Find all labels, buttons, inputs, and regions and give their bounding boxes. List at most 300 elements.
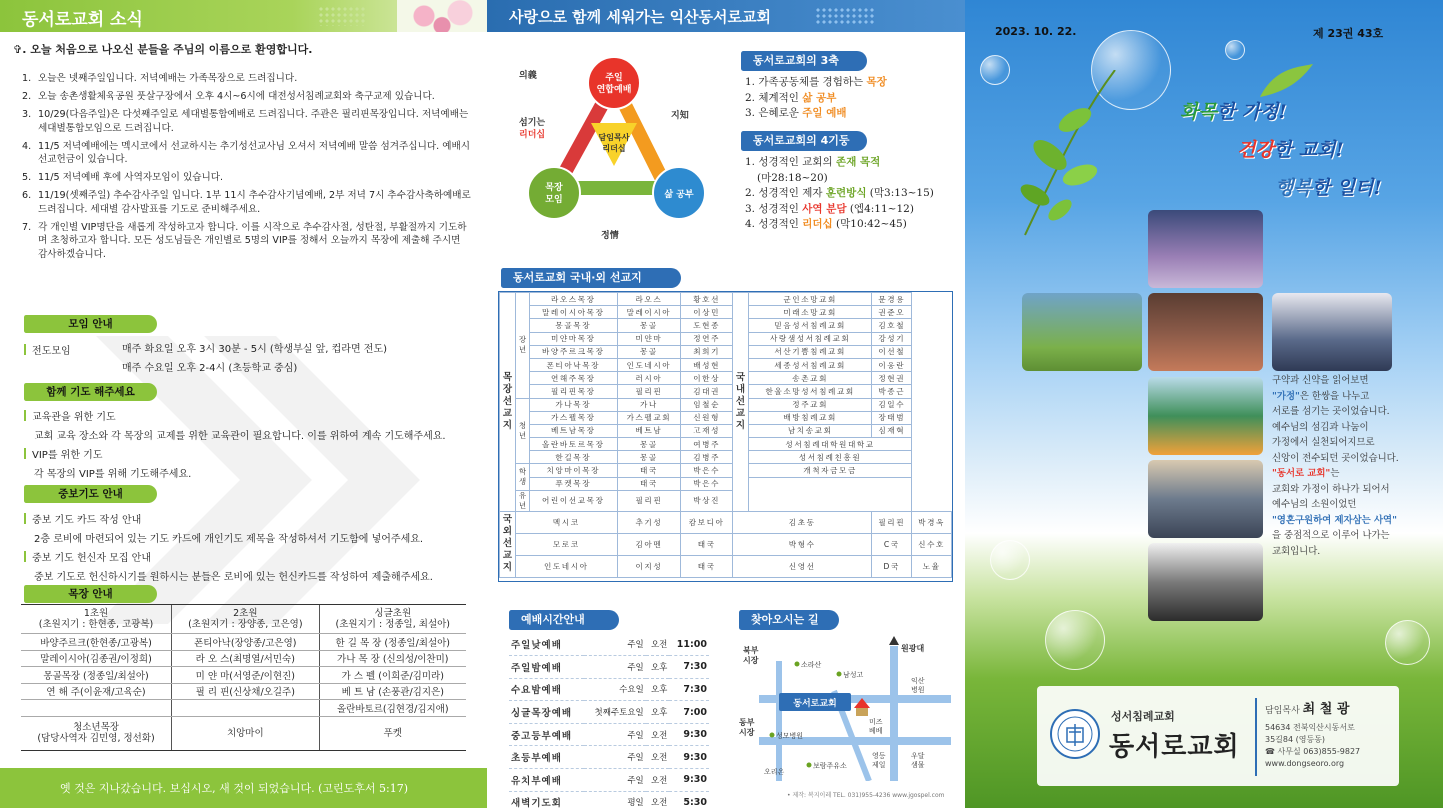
table-cell: 군인소망교회 — [749, 293, 872, 306]
table-row — [21, 650, 466, 667]
svg-text:시장: 시장 — [739, 728, 755, 737]
table-cell — [749, 477, 912, 511]
vision-header-title: 사랑으로 함께 세워가는 익산동서로교회 — [509, 8, 771, 26]
table-cell: 태국 — [681, 533, 733, 555]
table-cell: 박형수 — [733, 533, 872, 555]
vision-text: 교회입니다. — [1272, 545, 1321, 557]
table-row — [500, 533, 952, 555]
table-cell: 라오스목장 — [530, 293, 618, 306]
table-cell: 태국 — [617, 477, 681, 490]
announcement-item — [22, 140, 472, 167]
cat-char: 년 — [518, 500, 527, 510]
announcement-text: 11/5 저녁예배에는 멕시코에서 선교하시는 추기성선교사님 오셔서 저녁예배 말씀 섬겨주십니다. 예배시 선교헌금이 있습니다. — [38, 140, 471, 165]
table-cell: 몽골 — [617, 451, 681, 464]
vision-statement — [1272, 373, 1442, 559]
vision-line — [1272, 373, 1442, 389]
cat-char: 년 — [518, 345, 527, 355]
table-cell: 한울소망성서침례교회 — [749, 385, 872, 398]
item-highlight: 존재 목적 — [836, 156, 881, 168]
vision-text: 는 — [1330, 468, 1340, 479]
service-times-table — [509, 633, 709, 808]
table-row — [509, 769, 709, 792]
mokjang-header-cell — [319, 605, 466, 634]
vision-text: "영혼구원하여 제자삼는 사역" — [1272, 514, 1397, 526]
verse-text: 옛 것은 지나갔습니다. 보십시오, 새 것이 되었습니다. (고린도후서 5:17) — [60, 782, 409, 795]
issue-volume: 제 23권 43호 — [1313, 27, 1384, 40]
denomination: 성서침례교회 — [1111, 710, 1175, 723]
bubble-decoration — [1045, 610, 1105, 670]
photo-outdoor-group — [1022, 293, 1142, 371]
table-cell: 박경옥 — [912, 511, 952, 533]
item-text: 3. 성경적인 — [745, 202, 803, 215]
service-name: 주일밤예배 — [509, 656, 584, 679]
table-cell: 인도네시아 — [617, 358, 681, 371]
cell-line: 치앙마이 — [226, 727, 264, 739]
cat-char: 국 — [735, 371, 746, 383]
label-emotion: 정情 — [601, 231, 619, 241]
cell-line: (초원지기 : 한현종, 고광복) — [38, 619, 154, 630]
vision-text: 을 중점적으로 이루어 나가는 — [1272, 530, 1390, 541]
worship-label-2: 연합예배 — [596, 85, 632, 95]
item-text: 2. 체계적인 — [745, 91, 803, 104]
svg-text:시장: 시장 — [743, 656, 759, 665]
lifestudy-label: 삶 공부 — [664, 190, 694, 200]
mission-subcategory — [516, 464, 530, 490]
meeting-pill: 모임 안내 — [24, 315, 157, 333]
vision-line — [1272, 420, 1442, 436]
mokjang-label-1: 목장 — [545, 183, 563, 193]
table-cell: 배성현 — [681, 358, 733, 371]
list-item — [745, 75, 887, 91]
table-cell: 김병주 — [681, 451, 733, 464]
church-vision-panel — [487, 0, 965, 808]
korea-category — [733, 293, 749, 512]
table-cell: 신수호 — [912, 533, 952, 555]
table-row — [500, 358, 952, 371]
photo-meeting — [1148, 460, 1263, 538]
table-cell: 미얀마 — [617, 332, 681, 345]
mission-subcategory — [516, 293, 530, 399]
mokjang-label-2: 모임 — [545, 195, 563, 205]
table-row — [500, 372, 952, 385]
mokjang-tail-row — [21, 716, 466, 750]
cat-char: 장 — [502, 383, 513, 395]
table-cell: 박종근 — [872, 385, 912, 398]
vision-text: 가정에서 실천되어지므로 — [1272, 437, 1375, 448]
service-time: 7:30 — [669, 678, 709, 701]
news-header — [0, 0, 487, 32]
church-news-panel — [0, 0, 487, 808]
svg-text:샘물: 샘물 — [911, 761, 925, 769]
table-cell: 김대권 — [681, 385, 733, 398]
table-cell: 이한상 — [681, 372, 733, 385]
table-cell: 라오스 — [617, 293, 681, 306]
photo-preaching — [1148, 293, 1263, 371]
table-row — [21, 700, 466, 717]
flower-image — [397, 0, 487, 32]
item-text: (마28:18~20) — [757, 171, 828, 184]
table-cell: 정연주 — [681, 332, 733, 345]
svg-text:동부: 동부 — [739, 718, 755, 727]
prayer-pill: 함께 기도 해주세요 — [24, 383, 157, 401]
table-cell: 태국 — [681, 555, 733, 577]
table-cell: 김초동 — [733, 511, 872, 533]
table-cell: 미래소망교회 — [749, 306, 872, 319]
table-cell: 베트남 — [617, 424, 681, 437]
table-cell: 필리핀 — [617, 490, 681, 511]
table-cell: 미 얀 마(서영준/이현진) — [172, 667, 320, 684]
mission-category — [500, 293, 516, 512]
table-cell: 인도네시아 — [516, 555, 618, 577]
cell-line: 푸켓 — [383, 727, 402, 739]
item-highlight: 훈련방식 — [825, 187, 867, 199]
service-name: 초등부예배 — [509, 746, 584, 769]
item-ref: (막3:13~15) — [866, 187, 934, 199]
website-link[interactable]: www.dongseoro.org — [1265, 759, 1345, 768]
vision-text: "가정" — [1272, 390, 1300, 402]
table-cell: 이상민 — [681, 306, 733, 319]
table-cell: 필리핀 — [617, 385, 681, 398]
item-highlight: 사역 분담 — [802, 202, 847, 215]
table-cell: 최희기 — [681, 345, 733, 358]
cell-line: 싱글초원 — [374, 608, 412, 619]
svg-text:익산: 익산 — [911, 677, 925, 685]
table-row — [509, 678, 709, 701]
table-cell: 심재혁 — [872, 424, 912, 437]
table-row — [500, 293, 952, 306]
photo-fellowship — [1148, 543, 1263, 621]
table-cell: 말레이시아(김종권/이정희) — [21, 650, 172, 667]
service-name: 새벽기도회 — [509, 791, 584, 808]
table-cell: 정현권 — [872, 372, 912, 385]
table-row — [21, 634, 466, 651]
table-row — [509, 656, 709, 679]
table-cell: 고재성 — [681, 424, 733, 437]
table-cell: 배방침례교회 — [749, 411, 872, 424]
table-row — [500, 306, 952, 319]
table-row — [500, 464, 952, 477]
table-cell: 임철순 — [681, 398, 733, 411]
news-header-title: 동서로교회 소식 — [22, 10, 143, 30]
mission-subcategory — [516, 398, 530, 464]
mokjang-tail-cell — [21, 716, 172, 750]
table-row — [500, 511, 952, 533]
table-cell: 가 스 펠 (이희준/김미라) — [319, 667, 466, 684]
vision-line — [1272, 389, 1442, 405]
cat-char: 생 — [518, 477, 527, 487]
announcement-item — [22, 171, 472, 185]
print-credit: • 제작: 복지이레 TEL. 031)955-4236 www.jgospel.com — [787, 792, 945, 799]
svg-text:미즈: 미즈 — [869, 718, 883, 726]
intercession-text-1: 2층 로비에 마련되어 있는 기도 카드에 개인기도 제목을 작성하셔서 기도함에 넣어주세요. — [34, 534, 424, 545]
table-cell: 멕시코 — [516, 511, 618, 533]
mokjang-header-cell — [21, 605, 172, 634]
map-poi-icon — [807, 763, 812, 768]
table-cell: 송촌교회 — [749, 372, 872, 385]
announcement-number: 5. — [22, 172, 32, 183]
table-cell: D국 — [872, 555, 912, 577]
cat-char: 내 — [735, 383, 746, 395]
service-day: 주일 — [584, 723, 646, 746]
label-righteousness: 의義 — [519, 71, 537, 81]
table-cell: 권준오 — [872, 306, 912, 319]
table-cell: 성서침례친흥원 — [749, 451, 912, 464]
cell-line: 청소년목장 — [73, 722, 119, 733]
table-cell: 서산기쁨침례교회 — [749, 345, 872, 358]
service-day: 주일 — [584, 746, 646, 769]
service-period: 오후 — [646, 656, 670, 679]
photo-camp-group — [1148, 377, 1263, 455]
list-item — [745, 91, 887, 107]
table-cell: 베트남목장 — [530, 424, 618, 437]
table-cell: 이지성 — [617, 555, 681, 577]
leaf-icon — [1255, 62, 1315, 102]
table-cell: 한 길 목 장 (정종일/최설아) — [319, 634, 466, 651]
table-cell: 치앙마이목장 — [530, 464, 618, 477]
table-cell: 모로코 — [516, 533, 618, 555]
table-cell: C국 — [872, 533, 912, 555]
table-cell: 박은수 — [681, 464, 733, 477]
service-day: 첫째주토요일 — [584, 701, 646, 724]
vision-text: 예수님의 소원이었던 — [1272, 499, 1357, 510]
list-item — [745, 217, 934, 233]
service-name: 수요밤예배 — [509, 678, 584, 701]
service-period: 오전 — [646, 791, 670, 808]
item-text: 4. 성경적인 — [745, 218, 803, 230]
table-cell: 정주교회 — [749, 398, 872, 411]
decorative-dots — [815, 7, 875, 25]
table-cell: 노율 — [912, 555, 952, 577]
table-cell: 라 오 스(최명열/서민숙) — [172, 650, 320, 667]
table-row — [509, 633, 709, 656]
vision-header — [487, 0, 965, 32]
service-time: 7:30 — [669, 656, 709, 679]
item-highlight: 삶 공부 — [802, 91, 837, 104]
svg-text:원광대: 원광대 — [901, 644, 925, 653]
vision-line — [1272, 513, 1442, 529]
table-row — [21, 683, 466, 700]
table-cell: 폰티아낙목장 — [530, 358, 618, 371]
cell-line: 2초원 — [233, 608, 258, 619]
table-cell: 황호선 — [681, 293, 733, 306]
church-name: 동서로교회 — [1109, 732, 1240, 762]
service-time: 9:30 — [669, 723, 709, 746]
vision-line — [1272, 466, 1442, 482]
table-cell: 도현종 — [681, 319, 733, 332]
service-period: 오전 — [646, 769, 670, 792]
vision-text: 구약과 신약을 읽어보면 — [1272, 375, 1369, 386]
pastor-label: 담임목사 최 철 광 — [1265, 702, 1350, 717]
table-cell: 필리핀 — [872, 511, 912, 533]
slogan-line-1: 화목한 가정! — [1180, 101, 1287, 123]
church-seal-icon — [1049, 708, 1101, 760]
vision-text: "동서로 교회" — [1272, 468, 1331, 479]
item-ref: (엡4:11~12) — [846, 202, 914, 215]
table-cell: 박은수 — [681, 477, 733, 490]
table-cell: 장태범 — [872, 411, 912, 424]
svg-text:남성고: 남성고 — [843, 671, 864, 679]
svg-text:영등: 영등 — [872, 752, 886, 760]
table-cell: 가나 목 장 (신의성/이찬미) — [319, 650, 466, 667]
table-row — [500, 451, 952, 464]
service-time: 7:00 — [669, 701, 709, 724]
vision-text: 신앙이 전수되던 곳이었습니다. — [1272, 452, 1399, 464]
announcement-item — [22, 90, 472, 104]
svg-text:보람주유소: 보람주유소 — [813, 762, 847, 770]
label-serving-1: 섬기는 — [519, 118, 546, 128]
table-cell: 개척자금모금 — [749, 464, 912, 477]
announcements-list — [22, 72, 472, 266]
table-cell: 가스펠목장 — [530, 411, 618, 424]
announcement-number: 1. — [22, 73, 32, 84]
table-row — [500, 345, 952, 358]
label-serving-2: 리더십 — [519, 130, 546, 140]
directions-pill: 찾아오시는 길 — [739, 610, 839, 630]
table-row — [500, 332, 952, 345]
table-cell: 바양주르크목장 — [530, 345, 618, 358]
service-period: 오전 — [646, 633, 670, 656]
four-pillars-list — [745, 155, 934, 233]
svg-text:소라산: 소라산 — [801, 661, 822, 669]
svg-text:베베: 베베 — [869, 727, 883, 735]
cat-char: 선 — [502, 538, 513, 550]
item-highlight: 주일 예배 — [802, 107, 847, 119]
table-cell: 한길목장 — [530, 451, 618, 464]
bubble-decoration — [990, 540, 1030, 580]
intercession-heading-1: 중보 기도 카드 작성 안내 — [24, 511, 141, 526]
service-day: 평일 — [584, 791, 646, 808]
svg-text:북부: 북부 — [743, 646, 759, 655]
table-cell: 김호철 — [872, 319, 912, 332]
vision-line — [1272, 528, 1442, 544]
svg-text:제일: 제일 — [872, 761, 886, 769]
announcement-text: 11/5 저녁예배 후에 사역자모임이 있습니다. — [38, 172, 224, 183]
service-day: 수요일 — [584, 678, 646, 701]
prayer-heading-2: VIP를 위한 기도 — [24, 446, 102, 461]
vision-line — [1272, 404, 1442, 420]
worship-label-1: 주일 — [605, 73, 623, 83]
vision-line — [1272, 544, 1442, 560]
table-cell: 몽골 — [617, 319, 681, 332]
church-info-box — [1037, 686, 1399, 786]
welcome-message: ✞. 오늘 처음으로 나오신 분들을 주님의 이름으로 환영합니다. — [13, 43, 313, 56]
announcement-number: 4. — [22, 140, 32, 152]
mokjang-header-cell — [172, 605, 320, 634]
service-period: 오후 — [646, 701, 670, 724]
announcement-item — [22, 189, 472, 216]
photo-youth-group — [1272, 293, 1392, 371]
service-period: 오전 — [646, 723, 670, 746]
photo-worship-stage — [1148, 210, 1263, 288]
cat-char: 유 — [518, 490, 527, 500]
table-cell: 필리핀목장 — [530, 385, 618, 398]
table-cell: 믿음성서침례교회 — [749, 319, 872, 332]
service-times-pill: 예배시간안내 — [509, 610, 619, 630]
service-name: 싱글목장예배 — [509, 701, 584, 724]
table-cell: 사랑샘성서침례교회 — [749, 332, 872, 345]
intercession-heading-2: 중보 기도 헌신자 모집 안내 — [24, 549, 151, 564]
bubble-decoration — [1225, 40, 1245, 60]
slogan-line-3: 행복한 일터! — [1275, 177, 1382, 199]
table-cell: 말레이시아목장 — [530, 306, 618, 319]
cat-char: 장 — [518, 335, 527, 345]
service-name: 주일낮예배 — [509, 633, 584, 656]
table-cell: 몽골 — [617, 345, 681, 358]
vision-text: 은 한쌍을 나누고 — [1299, 390, 1370, 402]
announcement-number: 2. — [22, 91, 32, 102]
pastor-label-1: 담임목사 — [598, 133, 630, 142]
foreign-category — [500, 511, 516, 577]
announcement-text: 10/29(다음주일)은 다섯째주일로 세대별통합예배로 드려집니다. 주관은 필리핀목장입니다. 저녁예배는 세대별통합모임으로 드려집니다. — [38, 109, 469, 134]
cat-char: 선 — [735, 395, 746, 407]
label-knowledge: 지知 — [671, 111, 689, 121]
triangle-diagram — [519, 48, 719, 258]
missions-pill: 동서로교회 국내·외 선교지 — [501, 268, 681, 288]
three-axes-list — [745, 75, 887, 122]
table-cell: 베 트 남 (손풍관/김지은) — [319, 683, 466, 700]
decorative-dots — [318, 6, 366, 26]
mission-subcategory — [516, 490, 530, 511]
map-poi-icon — [770, 733, 775, 738]
slogan-line-2: 건강한 교회! — [1237, 139, 1344, 161]
table-cell: 몽골목장 — [530, 319, 618, 332]
verse-footer — [0, 768, 487, 808]
vision-text: 예수님의 섬김과 나눔이 — [1272, 421, 1369, 433]
item-ref: (막10:42~45) — [832, 218, 907, 230]
table-cell: 가나 — [617, 398, 681, 411]
announcement-item — [22, 221, 472, 262]
table-cell: 성서침례대학원대학교 — [749, 438, 912, 451]
cat-char: 국 — [502, 514, 513, 526]
announcement-item — [22, 108, 472, 135]
table-row — [500, 424, 952, 437]
table-cell: 세종성서침례교회 — [749, 358, 872, 371]
table-cell: 김일수 — [872, 398, 912, 411]
table-row — [500, 385, 952, 398]
intercession-pill: 중보기도 안내 — [24, 485, 157, 503]
announcement-text: 오늘 송촌생활체육공원 풋살구장에서 오후 4시~6시에 대전성서침례교회와 축구교제 있습니다. — [38, 91, 435, 102]
intercession-text-2: 중보 기도로 헌신하시기를 원하시는 분들은 로비에 있는 헌신카드를 작성하여 제출해주세요. — [34, 572, 433, 583]
service-time: 11:00 — [669, 633, 709, 656]
service-period: 오후 — [646, 678, 670, 701]
item-text: 2. 성경적인 제자 — [745, 187, 826, 199]
announcement-text: 11/19(셋째주일) 추수감사주일 입니다. 1부 11시 추수감사기념예배, 2부 저녁 7시 추수감사축하예배로 드려집니다. 세대별 감사발표를 기도로 준비해주세요. — [38, 190, 471, 215]
table-cell: 말레이시아 — [617, 306, 681, 319]
mokjang-table — [21, 604, 466, 751]
list-item — [745, 171, 934, 187]
cell-line: (초원지기 : 정종일, 최설아) — [335, 619, 451, 630]
table-cell: 폰티아낙(장양종/고은영) — [172, 634, 320, 651]
circle-worship — [588, 57, 640, 109]
announcement-text: 오늘은 넷째주일입니다. 저녁예배는 가족목장으로 드려집니다. — [38, 73, 298, 84]
issue-date: 2023. 10. 22. — [995, 25, 1077, 38]
announcement-number: 7. — [22, 221, 32, 233]
service-name: 중고등부예배 — [509, 723, 584, 746]
svg-text:동서로교회: 동서로교회 — [793, 699, 837, 709]
prayer-text-1: 교회 교육 장소와 각 목장의 교제를 위한 교육관이 필요합니다. 이를 위하여 계속 기도해주세요. — [34, 431, 446, 442]
service-name: 유치부예배 — [509, 769, 584, 792]
item-text: 1. 성경적인 교회의 — [745, 156, 837, 168]
missions-table-box — [498, 291, 953, 582]
evangelism-label: 전도모임 — [24, 342, 71, 357]
service-time: 9:30 — [669, 769, 709, 792]
vision-text: 서로를 섬기는 곳이었습니다. — [1272, 406, 1390, 417]
table-cell: 김아멘 — [617, 533, 681, 555]
svg-text:오리온: 오리온 — [764, 768, 785, 776]
table-row — [500, 555, 952, 577]
table-row — [500, 438, 952, 451]
table-cell: 올란바토르(김현경/김지애) — [319, 700, 466, 717]
